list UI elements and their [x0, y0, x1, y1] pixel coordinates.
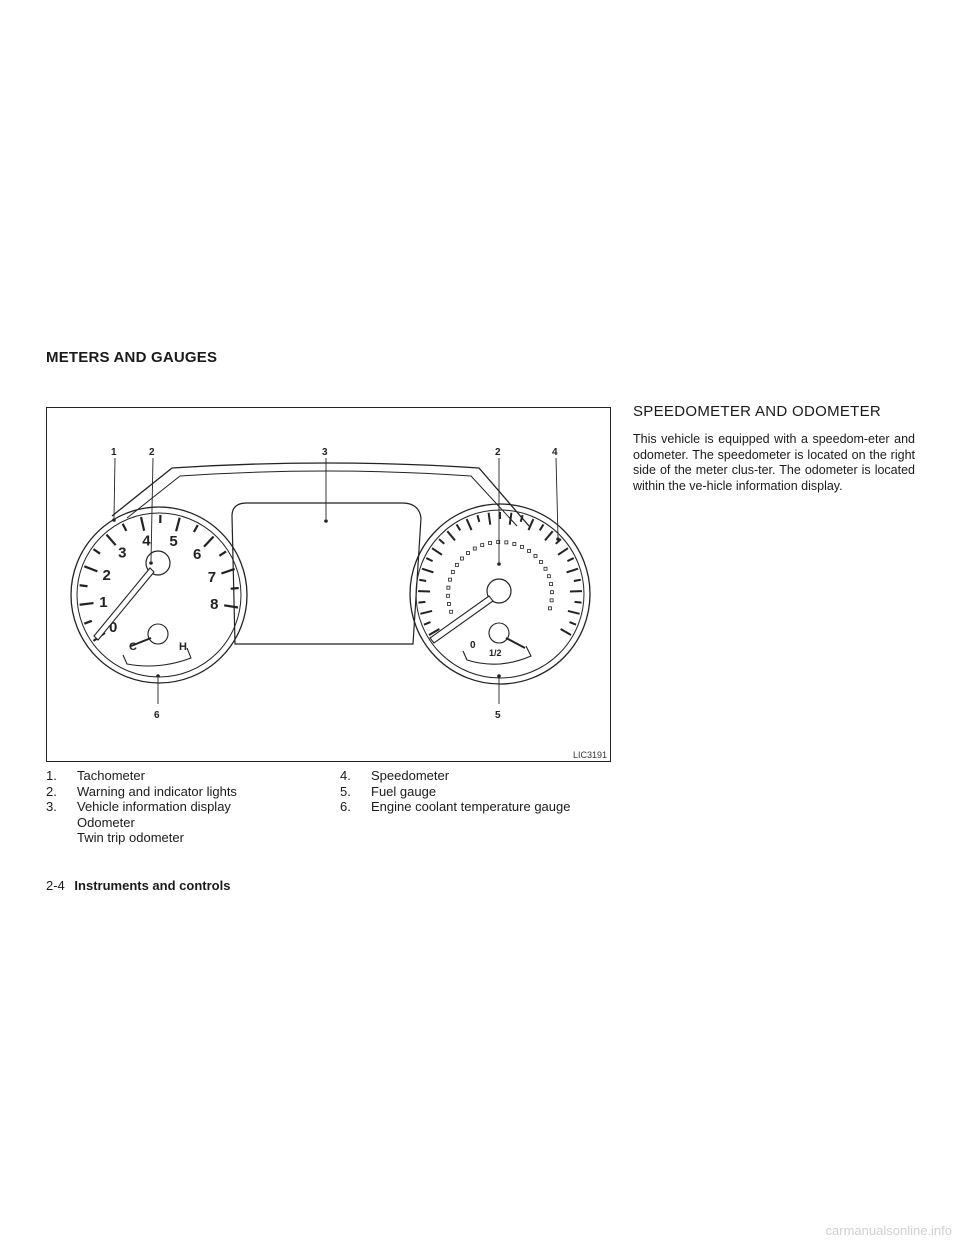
speed-inner-mark — [544, 567, 547, 570]
temp-callout-dot — [156, 674, 160, 678]
tach-tick — [219, 551, 226, 555]
speed-inner-mark — [447, 594, 450, 597]
speed-tick — [567, 558, 573, 561]
legend-item — [340, 784, 620, 800]
tach-number: 0 — [108, 619, 118, 637]
legend-text: Engine coolant temperature gauge — [371, 799, 571, 814]
subsection-heading: SPEEDOMETER AND ODOMETER — [633, 403, 882, 420]
speed-inner-mark — [534, 554, 537, 557]
temp-cold-label: C — [129, 641, 137, 653]
speed-inner-mark — [550, 583, 553, 586]
speed-inner-mark — [550, 591, 553, 594]
callout-6: 6 — [154, 710, 160, 721]
tach-tick — [141, 517, 144, 531]
tach-number: 2 — [102, 566, 111, 584]
tach-number: 4 — [142, 532, 151, 550]
speed-callout-dot — [556, 537, 560, 541]
legend-number: 1. — [46, 768, 57, 783]
speed-tick — [467, 519, 472, 530]
speed-inner-mark — [450, 610, 453, 613]
speed-tick — [567, 569, 578, 573]
speed-tick — [424, 622, 430, 625]
speed-tick — [447, 531, 455, 540]
speed-inner-mark — [547, 575, 550, 578]
vehicle-information-display — [232, 503, 421, 644]
tach-number: 6 — [193, 546, 202, 564]
legend-text: Vehicle information display — [77, 799, 231, 814]
tach-callout-dot — [112, 518, 116, 522]
watermark: carmanualsonline.info — [825, 1223, 952, 1238]
tach-tick — [80, 603, 94, 605]
legend-subitem: Twin trip odometer — [77, 830, 184, 845]
callout-3: 3 — [322, 447, 328, 458]
speed-tick — [568, 611, 580, 614]
speed-inner-mark — [447, 586, 450, 589]
speedometer — [410, 504, 590, 684]
fuel-callout-dot — [497, 674, 501, 678]
figure-code: LIC3191 — [572, 750, 607, 760]
fuel-gauge-hub — [489, 623, 509, 643]
legend-text: Speedometer — [371, 768, 450, 783]
page-number: 2-4 — [46, 878, 65, 893]
tach-tick — [80, 585, 88, 586]
speed-tick — [426, 558, 432, 561]
tach-warning-dot — [149, 561, 153, 565]
tach-tick — [221, 569, 234, 574]
speed-inner-mark — [455, 563, 458, 566]
tach-tick — [194, 525, 198, 532]
speed-inner-mark — [451, 571, 454, 574]
speed-tick — [545, 531, 553, 540]
page-footer — [46, 878, 230, 893]
legend-number: 5. — [340, 783, 351, 799]
tachometer — [71, 507, 247, 683]
temp-hot-label: H — [179, 641, 187, 653]
speed-tick — [439, 539, 444, 544]
speed-inner-mark — [460, 557, 463, 560]
speed-inner-mark — [447, 602, 450, 605]
speed-tick — [432, 548, 442, 555]
speed-tick — [457, 524, 461, 530]
fuel-gauge-needle — [506, 638, 525, 648]
tach-tick — [224, 605, 238, 607]
tach-tick — [204, 536, 214, 546]
tach-number: 1 — [99, 593, 108, 611]
instrument-cluster-figure — [46, 407, 611, 762]
tach-tick — [84, 566, 97, 571]
legend-number: 6. — [340, 799, 351, 814]
speed-warning-dot — [497, 562, 501, 566]
figure-legend-right — [340, 768, 620, 815]
speed-inner-mark — [481, 544, 484, 547]
legend-number: 3. — [46, 799, 57, 814]
subsection-body: This vehicle is equipped with a speedom-eter and odometer. The speedometer is located on the right side of the meter clus-ter. The odometer is located within the ve-hicle information display. — [633, 432, 915, 493]
chapter-title: Instruments and controls — [74, 878, 231, 893]
legend-item — [46, 799, 316, 815]
speed-tick — [574, 580, 581, 581]
speed-tick — [558, 548, 568, 555]
legend-item — [340, 799, 620, 815]
speed-inner-mark — [466, 552, 469, 555]
tach-number: 8 — [210, 595, 219, 613]
tach-number: 3 — [118, 544, 127, 562]
speed-inner-mark — [489, 541, 492, 544]
legend-text: Tachometer — [77, 768, 145, 783]
speed-tick — [575, 602, 582, 603]
speed-inner-mark — [513, 543, 516, 546]
fuel-half-label: 1/2 — [489, 648, 502, 658]
callout-4: 4 — [552, 447, 558, 458]
legend-item — [46, 784, 316, 800]
callout-2-left: 2 — [149, 447, 155, 458]
tach-tick — [107, 535, 116, 546]
tach-number: 7 — [207, 568, 217, 586]
tach-tick — [123, 524, 127, 531]
speed-tick — [418, 602, 425, 603]
temperature-gauge-hub — [148, 624, 168, 644]
speed-inner-mark — [528, 549, 531, 552]
figure-legend-left — [46, 768, 316, 846]
tachometer-numbers — [99, 532, 218, 636]
speed-inner-mark — [505, 541, 508, 544]
legend-item — [340, 768, 620, 784]
speed-inner-mark — [473, 547, 476, 550]
speed-tick — [540, 524, 544, 530]
legend-text: Fuel gauge — [371, 783, 437, 799]
callout-2-right: 2 — [495, 447, 501, 458]
speedometer-needle — [430, 596, 493, 643]
tach-tick — [93, 549, 100, 554]
tach-tick — [84, 621, 91, 624]
speed-tick — [422, 569, 433, 573]
speed-tick — [561, 629, 571, 635]
legend-subitem: Odometer — [77, 814, 135, 830]
speedometer-ticks — [418, 512, 582, 635]
display-callout-dot — [324, 519, 328, 523]
section-title: METERS AND GAUGES — [46, 349, 218, 366]
speed-tick — [510, 513, 512, 525]
speed-inner-mark — [550, 599, 553, 602]
speed-tick — [570, 622, 576, 625]
speed-inner-mark — [520, 545, 523, 548]
speed-inner-mark — [449, 578, 452, 581]
legend-number: 4. — [340, 768, 351, 783]
speed-tick — [489, 513, 491, 525]
speed-tick — [477, 515, 479, 522]
speed-tick — [528, 519, 533, 530]
legend-number: 2. — [46, 783, 57, 799]
callout-1: 1 — [111, 447, 117, 458]
speed-tick — [420, 611, 432, 614]
legend-text: Warning and indicator lights — [77, 783, 237, 799]
instrument-cluster-illustration — [47, 408, 612, 763]
tach-tick — [231, 588, 239, 589]
tach-number: 5 — [169, 532, 178, 550]
legend-item — [46, 768, 316, 784]
callout-5: 5 — [495, 710, 501, 721]
speed-tick — [419, 580, 426, 581]
speed-inner-mark — [548, 607, 551, 610]
fuel-empty-label: 0 — [470, 640, 476, 651]
tach-tick — [176, 518, 180, 532]
speed-inner-mark — [539, 560, 542, 563]
